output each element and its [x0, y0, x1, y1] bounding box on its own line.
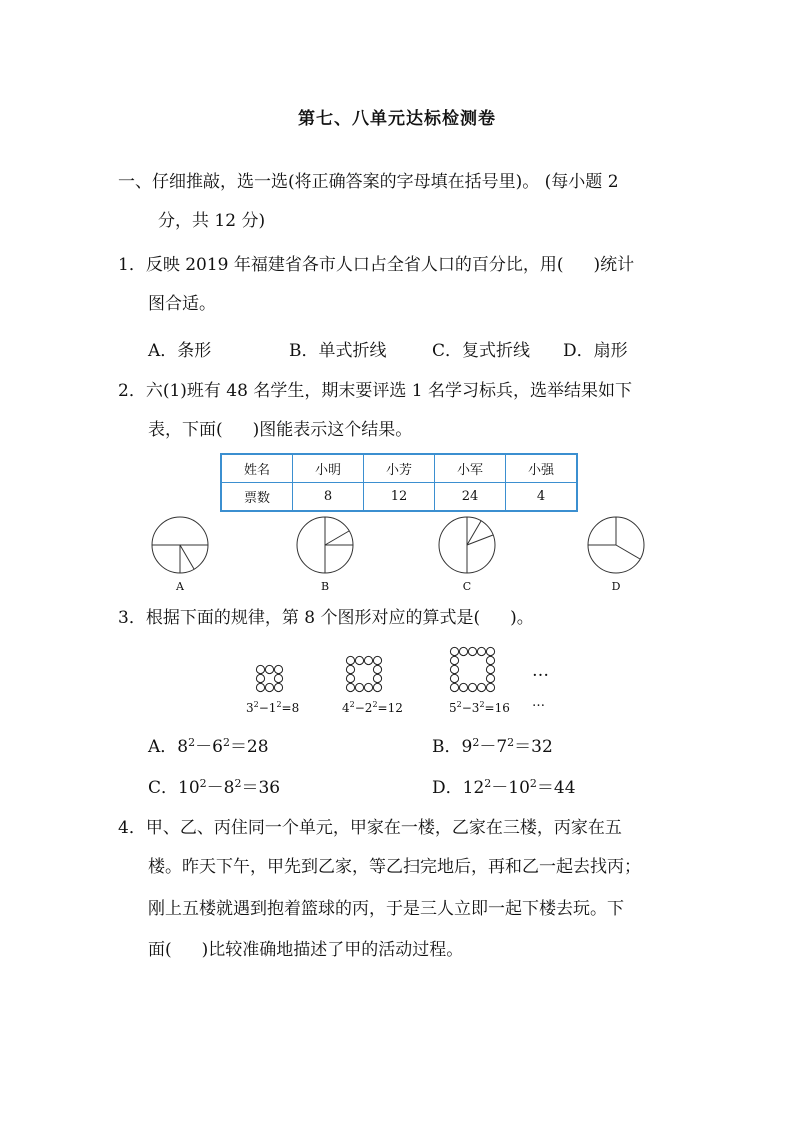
pie-d[interactable]	[588, 517, 644, 573]
pie-label-d: D	[611, 580, 621, 593]
pattern-circle	[459, 647, 467, 655]
table-cell: 4	[506, 483, 578, 512]
circle-pattern-figures	[0, 636, 794, 696]
pattern-circle	[274, 665, 282, 673]
pattern-formula-3: $5^2-3^2=16$	[449, 700, 510, 715]
pie-b[interactable]	[297, 517, 353, 573]
pattern-circle	[355, 656, 363, 664]
pattern-circle	[486, 665, 494, 673]
pattern-circle	[486, 656, 494, 664]
q3-option-d[interactable]: D．$12^2-10^2=44$	[432, 777, 576, 798]
q2-line1: 2．六(1)班有 48 名学生，期末要评选 1 名学习标兵，选举结果如下	[118, 381, 632, 401]
section-heading-cont: 分，共 12 分)	[158, 211, 266, 231]
pattern-circle	[346, 683, 354, 691]
vote-table	[220, 453, 578, 512]
pattern-ellipsis: …	[532, 661, 550, 681]
q3-option-a[interactable]: A．$8^2-6^2=28$	[148, 736, 269, 757]
pie-label-c: C	[462, 580, 472, 593]
pie-label-a: A	[176, 580, 184, 593]
pattern-circle	[346, 656, 354, 664]
pattern-circle	[468, 647, 476, 655]
pattern-circle	[274, 683, 282, 691]
pattern-circle	[364, 683, 372, 691]
pattern-circle	[355, 683, 363, 691]
pattern-figure-3	[450, 647, 494, 691]
pattern-circle	[477, 683, 485, 691]
table-header-row	[221, 454, 577, 483]
pattern-circle	[265, 665, 273, 673]
table-cell: 小明	[293, 454, 364, 483]
table-cell: 12	[364, 483, 435, 512]
pattern-circle	[450, 674, 458, 682]
q4-line1: 4．甲、乙、丙住同一个单元，甲家在一楼，乙家在三楼，丙家在五	[118, 818, 622, 838]
pattern-circle	[265, 683, 273, 691]
table-cell: 24	[435, 483, 506, 512]
table-cell: 小强	[506, 454, 578, 483]
pattern-circle	[373, 683, 381, 691]
pattern-figure-2	[346, 656, 381, 691]
q3-option-b[interactable]: B．$9^2-7^2=32$	[432, 736, 553, 757]
pie-a[interactable]	[152, 517, 208, 573]
pattern-circle	[364, 656, 372, 664]
q3-line1: 3．根据下面的规律，第 8 个图形对应的算式是( )。	[118, 608, 534, 628]
page-title: 第七、八单元达标检测卷	[298, 109, 496, 129]
pattern-circle	[459, 683, 467, 691]
pattern-circle	[450, 683, 458, 691]
q3-option-c[interactable]: C．$10^2-8^2=36$	[148, 777, 281, 798]
pattern-figure-1	[256, 665, 282, 691]
table-cell: 小芳	[364, 454, 435, 483]
pie-charts	[0, 505, 794, 585]
q4-line2: 楼。昨天下午，甲先到乙家，等乙扫完地后，再和乙一起去找丙；	[148, 857, 641, 877]
pattern-circle	[486, 647, 494, 655]
q4-line4: 面( )比较准确地描述了甲的活动过程。	[148, 940, 464, 960]
pattern-circle	[256, 683, 264, 691]
pie-c[interactable]	[439, 517, 495, 573]
table-cell: 8	[293, 483, 364, 512]
q1-option-a[interactable]: A．条形	[148, 341, 212, 361]
q1-option-c[interactable]: C．复式折线	[432, 341, 531, 361]
pattern-circle	[486, 674, 494, 682]
table-cell: 小军	[435, 454, 506, 483]
q1-option-d[interactable]: D．扇形	[563, 341, 628, 361]
pattern-circle	[477, 647, 485, 655]
pattern-circle	[346, 674, 354, 682]
pattern-circle	[468, 683, 476, 691]
pattern-circle	[274, 674, 282, 682]
pattern-circle	[486, 683, 494, 691]
pattern-circle	[373, 656, 381, 664]
q2-line2: 表，下面( )图能表示这个结果。	[148, 420, 413, 440]
pie-label-b: B	[320, 580, 330, 593]
section-heading: 一、仔细推敲，选一选(将正确答案的字母填在括号里)。 (每小题 2	[118, 172, 619, 192]
q4-line3: 刚上五楼就遇到抱着篮球的丙，于是三人立即一起下楼去玩。下	[148, 899, 624, 919]
pattern-circle	[450, 647, 458, 655]
pattern-circle	[256, 674, 264, 682]
q1-line1: 1．反映 2019 年福建省各市人口占全省人口的百分比，用( )统计	[118, 255, 635, 275]
pattern-circle	[450, 665, 458, 673]
pattern-formula-2: $4^2-2^2=12$	[342, 700, 403, 715]
pattern-formula-1: $3^2-1^2=8$	[246, 700, 300, 715]
pattern-circle	[256, 665, 264, 673]
pattern-circle	[373, 665, 381, 673]
formula-ellipsis: …	[532, 695, 546, 710]
q1-line2: 图合适。	[148, 294, 216, 314]
pattern-circle	[346, 665, 354, 673]
pattern-circle	[450, 656, 458, 664]
table-cell: 姓名	[221, 454, 293, 483]
q1-option-b[interactable]: B．单式折线	[289, 341, 387, 361]
table-cell: 票数	[221, 483, 293, 512]
pattern-circle	[373, 674, 381, 682]
